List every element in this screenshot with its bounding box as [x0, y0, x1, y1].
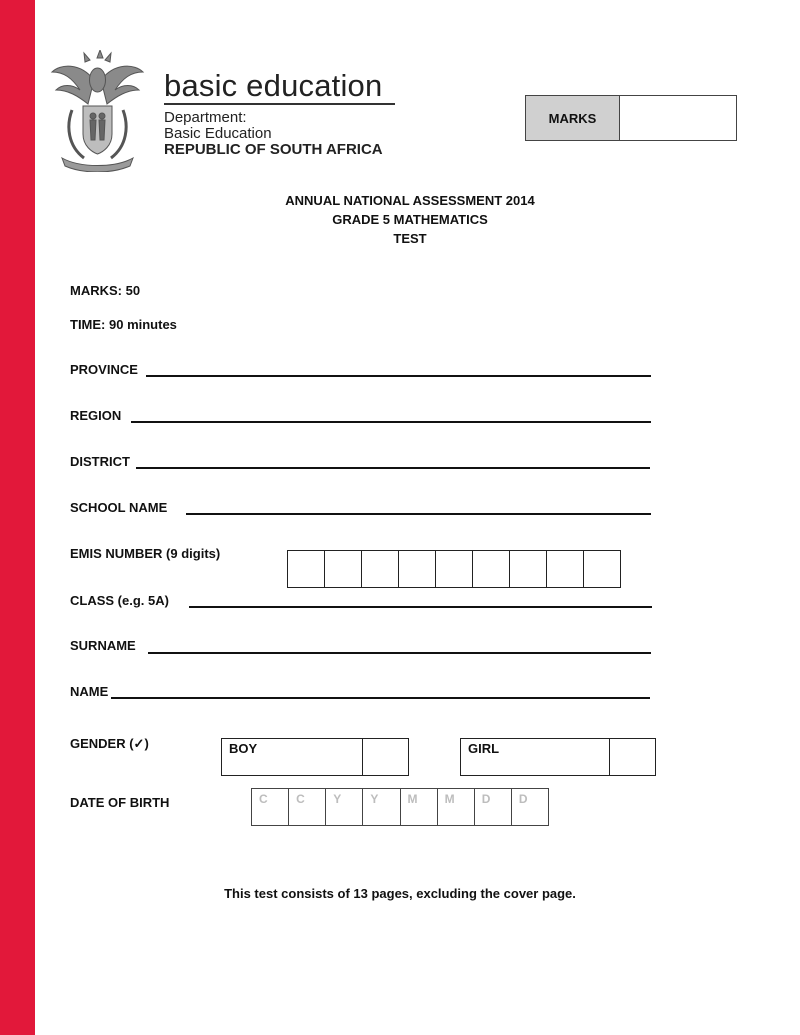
logo-country: REPUBLIC OF SOUTH AFRICA: [164, 141, 383, 158]
gender-boy-checkbox[interactable]: [363, 739, 408, 775]
page-count-note: This test consists of 13 pages, excluding the cover page.: [224, 886, 576, 901]
dob-century-box[interactable]: C: [289, 789, 326, 825]
total-marks: MARKS: 50: [70, 283, 141, 298]
emis-digit-box[interactable]: [584, 551, 620, 587]
logo-department-label: Department:: [164, 109, 247, 126]
emis-digit-box[interactable]: [547, 551, 584, 587]
red-side-band: [0, 0, 35, 1035]
emis-digit-box[interactable]: [436, 551, 473, 587]
heading-assessment: ANNUAL NATIONAL ASSESSMENT 2014: [285, 193, 535, 208]
logo-divider: [164, 103, 395, 105]
province-label: PROVINCE: [70, 362, 138, 377]
time-allowed: TIME: 90 minutes: [70, 317, 177, 332]
coat-of-arms-icon: [50, 50, 145, 172]
dob-month-box[interactable]: M: [401, 789, 438, 825]
emis-digit-box[interactable]: [473, 551, 510, 587]
gender-boy-option: [221, 738, 409, 776]
district-label: DISTRICT: [70, 454, 130, 469]
emis-digit-box[interactable]: [510, 551, 547, 587]
emis-number-boxes: [287, 550, 621, 588]
gender-girl-label: GIRL: [461, 739, 610, 775]
dob-day-box[interactable]: D: [475, 789, 512, 825]
emis-digit-box[interactable]: [399, 551, 436, 587]
emis-number-label: EMIS NUMBER (9 digits): [70, 546, 221, 561]
class-field[interactable]: [189, 606, 652, 608]
gender-girl-checkbox[interactable]: [610, 739, 655, 775]
dob-month-box[interactable]: M: [438, 789, 475, 825]
gender-label: GENDER (✓): [70, 736, 149, 751]
gender-girl-option: [460, 738, 656, 776]
surname-field[interactable]: [148, 652, 651, 654]
marks-box: [525, 95, 737, 141]
marks-box-label: MARKS: [526, 96, 620, 140]
dob-century-box[interactable]: C: [252, 789, 289, 825]
date-of-birth-label: DATE OF BIRTH: [70, 795, 170, 810]
class-label: CLASS (e.g. 5A): [70, 593, 169, 608]
logo-title: basic education: [164, 68, 383, 103]
region-field[interactable]: [131, 421, 651, 423]
school-name-field[interactable]: [186, 513, 651, 515]
logo-department-name: Basic Education: [164, 125, 272, 142]
heading-grade: GRADE 5 MATHEMATICS: [332, 212, 488, 227]
dob-day-box[interactable]: D: [518, 792, 528, 806]
emis-digit-box[interactable]: [325, 551, 362, 587]
heading-test: TEST: [393, 231, 427, 246]
name-label: NAME: [70, 684, 109, 699]
surname-label: SURNAME: [70, 638, 136, 653]
school-name-label: SCHOOL NAME: [70, 500, 168, 515]
marks-box-value[interactable]: [620, 96, 736, 140]
emis-digit-box[interactable]: [362, 551, 399, 587]
dob-year-box[interactable]: Y: [363, 789, 400, 825]
gender-boy-label: BOY: [222, 739, 363, 775]
dob-year-box[interactable]: Y: [326, 789, 363, 825]
name-field[interactable]: [111, 697, 650, 699]
emis-digit-box[interactable]: [288, 551, 325, 587]
district-field[interactable]: [136, 467, 650, 469]
date-of-birth-boxes: [251, 788, 549, 826]
region-label: REGION: [70, 408, 122, 423]
province-field[interactable]: [146, 375, 651, 377]
